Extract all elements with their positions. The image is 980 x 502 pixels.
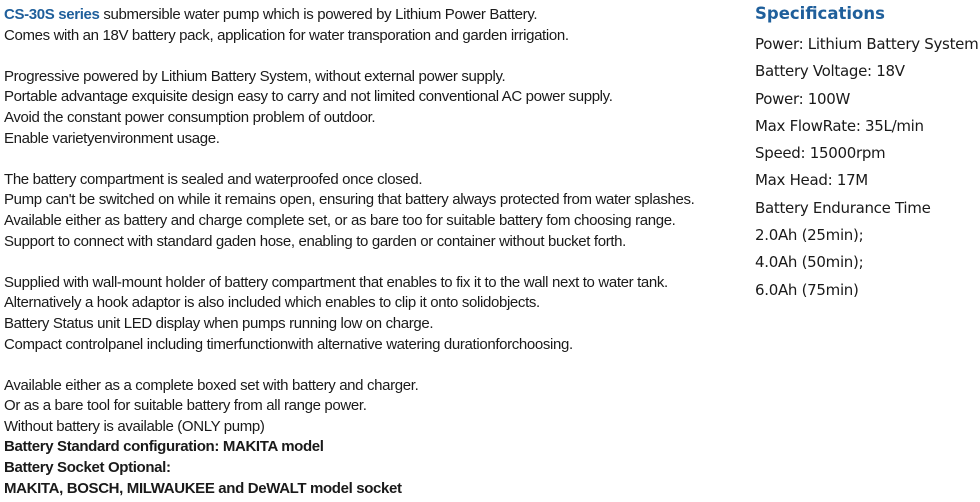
feature-line: Compact controlpanel including timerfunctionwith alternative watering durationforchoosing.: [4, 335, 573, 353]
feature-line: Supplied with wall-mount holder of battery compartment that enables to fix it to the wall next to water tank.: [4, 273, 668, 291]
battery-socket-brands: MAKITA, BOSCH, MILWAUKEE and DeWALT model socket: [4, 479, 402, 497]
feature-line: Available either as battery and charge complete set, or as bare too for suitable battery fom choosing range.: [4, 211, 676, 229]
availability-line: Available either as a complete boxed set with battery and charger.: [4, 376, 419, 394]
intro-line-2: Comes with an 18V battery pack, application for water transporation and garden irrigation.: [4, 26, 569, 44]
feature-line: Progressive powered by Lithium Battery System, without external power supply.: [4, 67, 506, 85]
spec-battery-voltage: Battery Voltage: 18V: [755, 62, 905, 81]
availability-paragraph: [4, 376, 744, 500]
intro-paragraph: [4, 5, 744, 46]
feature-line: Enable varietyenvironment usage.: [4, 129, 220, 147]
battery-socket-label: Battery Socket Optional:: [4, 459, 171, 477]
intro-line-1-text: submersible water pump which is powered by Lithium Power Battery.: [99, 6, 538, 23]
spec-endurance-4ah: 4.0Ah (50min);: [755, 253, 864, 272]
spec-endurance-6ah: 6.0Ah (75min): [755, 280, 859, 299]
features-paragraph-compartment: [4, 170, 744, 252]
feature-line: Support to connect with standard gaden hose, enabling to garden or container without bucket forth.: [4, 232, 626, 250]
features-paragraph-power: [4, 67, 744, 149]
feature-line: Pump can't be switched on while it remains open, ensuring that battery always protected from water splashes.: [4, 191, 695, 209]
feature-line: Avoid the constant power consumption problem of outdoor.: [4, 108, 376, 126]
spec-power: Power: 100W: [755, 89, 851, 108]
specifications-panel: [755, 4, 977, 304]
spec-power-system: Power: Lithium Battery System: [755, 35, 979, 53]
features-paragraph-accessories: [4, 273, 744, 355]
availability-line: Without battery is available (ONLY pump): [4, 417, 265, 435]
specifications-title: Specifications: [755, 4, 885, 23]
feature-line: The battery compartment is sealed and waterproofed once closed.: [4, 170, 423, 188]
feature-line: Alternatively a hook adaptor is also included which enables to clip it onto solidobjects.: [4, 294, 540, 312]
feature-line: Battery Status unit LED display when pumps running low on charge.: [4, 314, 434, 332]
series-name: CS-30S series: [4, 6, 100, 23]
spec-max-head: Max Head: 17M: [755, 171, 868, 190]
spec-endurance-2ah: 2.0Ah (25min);: [755, 226, 864, 245]
product-description: [4, 5, 744, 499]
intro-line-1: [4, 5, 744, 26]
spec-speed: Speed: 15000rpm: [755, 144, 886, 163]
availability-line: Or as a bare tool for suitable battery from all range power.: [4, 397, 367, 415]
feature-line: Portable advantage exquisite design easy to carry and not limited conventional AC power supply.: [4, 88, 613, 106]
battery-standard-config: Battery Standard configuration: MAKITA model: [4, 438, 324, 456]
spec-list: [755, 31, 977, 304]
spec-max-flow-rate: Max FlowRate: 35L/min: [755, 116, 924, 135]
spec-battery-endurance-heading: Battery Endurance Time: [755, 198, 931, 217]
